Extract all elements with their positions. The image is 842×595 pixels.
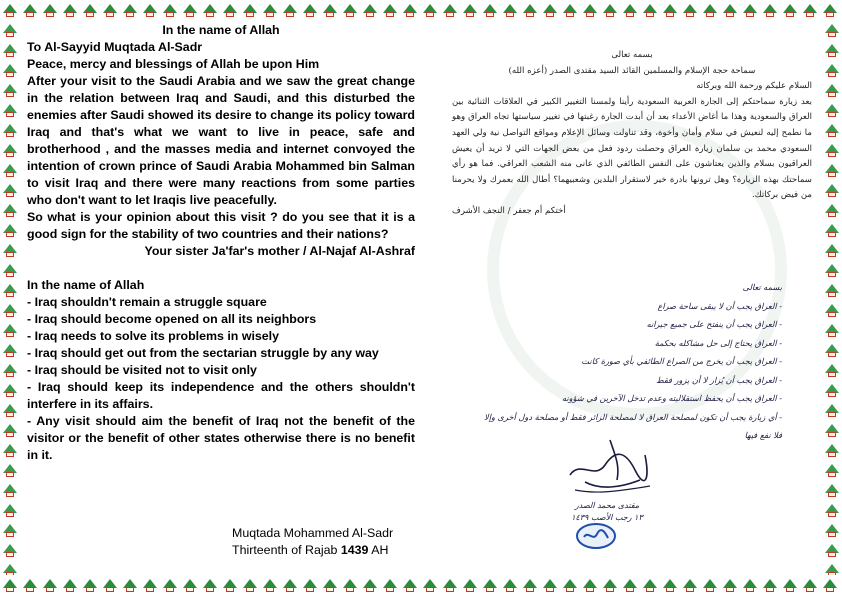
border-ornament-icon bbox=[0, 260, 20, 280]
border-ornament-icon bbox=[0, 540, 20, 560]
border-ornament-icon bbox=[822, 380, 842, 400]
border-ornament-icon bbox=[0, 120, 20, 140]
border-ornament-icon bbox=[260, 575, 280, 595]
letter-sender: Your sister Ja'far's mother / Al-Najaf Al-Ashraf bbox=[144, 244, 415, 258]
border-ornament-icon bbox=[822, 360, 842, 380]
border-ornament-icon bbox=[0, 20, 20, 40]
reply-item: - Iraq should get out from the sectarian struggle by any way bbox=[27, 346, 379, 360]
reply-item: - Iraq shouldn't remain a struggle square bbox=[27, 295, 267, 309]
border-ornament-icon bbox=[160, 575, 180, 595]
border-ornament-icon bbox=[520, 0, 540, 20]
border-ornament-icon bbox=[0, 300, 20, 320]
reply-item: - Iraq should keep its independence and the others shouldn't interfere in its affairs. bbox=[27, 380, 415, 411]
arabic-reply-line: - العراق يجب أن يحفظ استقلاليته وعدم تدخل الآخرين في شؤونه bbox=[561, 393, 782, 403]
border-ornament-icon bbox=[0, 60, 20, 80]
border-ornament-icon bbox=[540, 575, 560, 595]
border-ornament-icon bbox=[260, 0, 280, 20]
border-ornament-icon bbox=[340, 575, 360, 595]
border-ornament-icon bbox=[100, 0, 120, 20]
border-ornament-icon bbox=[200, 575, 220, 595]
border-ornament-icon bbox=[0, 500, 20, 520]
border-ornament-icon bbox=[760, 575, 780, 595]
signature-name: Muqtada Mohammed Al-Sadr bbox=[232, 526, 394, 540]
signature-year: 1439 bbox=[340, 543, 369, 557]
border-ornament-icon bbox=[100, 575, 120, 595]
border-ornament-icon bbox=[500, 0, 520, 20]
border-ornament-icon bbox=[140, 575, 160, 595]
border-ornament-icon bbox=[40, 0, 60, 20]
border-ornament-icon bbox=[822, 300, 842, 320]
border-ornament-icon bbox=[822, 140, 842, 160]
border-ornament-icon bbox=[300, 0, 320, 20]
border-ornament-icon bbox=[480, 0, 500, 20]
border-ornament-icon bbox=[440, 575, 460, 595]
border-ornament-icon bbox=[380, 0, 400, 20]
border-ornament-icon bbox=[720, 575, 740, 595]
border-ornament-icon bbox=[440, 0, 460, 20]
arabic-salutation: السلام عليكم ورحمة الله وبركاته bbox=[696, 81, 812, 92]
border-ornament-icon bbox=[0, 440, 20, 460]
border-ornament-icon bbox=[0, 200, 20, 220]
border-ornament-icon bbox=[780, 0, 800, 20]
border-ornament-icon bbox=[0, 380, 20, 400]
border-ornament-icon bbox=[0, 40, 20, 60]
arabic-reply-basmala: بسمه تعالى bbox=[742, 282, 782, 292]
arabic-typed-question bbox=[452, 48, 812, 220]
border-ornament-icon bbox=[660, 0, 680, 20]
border-ornament-icon bbox=[0, 480, 20, 500]
border-ornament-icon bbox=[0, 160, 20, 180]
border-ornament-icon bbox=[680, 0, 700, 20]
letter-body: After your visit to the Saudi Arabia and we saw the great change in the relation between Iraq and Saudi, and this disturbed the enemies after Saudi showed its desire to change its policy toward Iraq and that's what we want to live in peace, safe and brotherhood , and the masses media and internet convoyed the intention of crown prince of Saudi Arabia Mohammed bin Salman to visit Iraq and there were many reactions from some parties who don't want to let Iraqis live peacefully. bbox=[27, 74, 415, 207]
border-ornament-icon bbox=[120, 575, 140, 595]
border-ornament-icon bbox=[680, 575, 700, 595]
border-ornament-icon bbox=[0, 400, 20, 420]
border-ornament-icon bbox=[740, 0, 760, 20]
border-ornament-icon bbox=[822, 320, 842, 340]
border-ornament-icon bbox=[500, 575, 520, 595]
reply-item: - Iraq should be visited not to visit only bbox=[27, 363, 257, 377]
border-ornament-icon bbox=[240, 575, 260, 595]
signature-date: Thirteenth of Rajab 1439 AH bbox=[232, 543, 389, 557]
border-ornament-icon bbox=[280, 0, 300, 20]
heading: In the name of Allah bbox=[162, 23, 280, 37]
border-ornament-icon bbox=[822, 420, 842, 440]
official-seal-icon bbox=[575, 522, 617, 550]
border-ornament-icon bbox=[580, 0, 600, 20]
border-ornament-icon bbox=[120, 0, 140, 20]
arabic-reply-line: - العراق يجب أن ينفتح على جميع جيرانه bbox=[646, 319, 782, 329]
reply-item: - Any visit should aim the benefit of Iraq not the benefit of the visitor or the benefit of other states otherwise there is no benefit in it. bbox=[27, 414, 415, 462]
border-ornament-icon bbox=[600, 0, 620, 20]
border-ornament-icon bbox=[822, 120, 842, 140]
border-ornament-icon bbox=[822, 160, 842, 180]
border-ornament-icon bbox=[760, 0, 780, 20]
border-ornament-icon bbox=[700, 0, 720, 20]
border-ornament-icon bbox=[640, 0, 660, 20]
border-ornament-icon bbox=[822, 460, 842, 480]
border-ornament-icon bbox=[822, 560, 842, 575]
border-ornament-icon bbox=[620, 575, 640, 595]
border-ornament-icon bbox=[822, 340, 842, 360]
border-ornament-icon bbox=[220, 575, 240, 595]
border-ornament-icon bbox=[0, 520, 20, 540]
arabic-reply-line: - العراق يجب أن لا يبقى ساحة صراع bbox=[657, 300, 782, 311]
border-ornament-icon bbox=[180, 0, 200, 20]
border-ornament-icon bbox=[280, 575, 300, 595]
border-ornament-icon bbox=[360, 0, 380, 20]
english-translation bbox=[27, 22, 415, 562]
border-ornament-icon bbox=[822, 60, 842, 80]
decorative-border-top bbox=[0, 0, 842, 20]
border-ornament-icon bbox=[240, 0, 260, 20]
reply-item: - Iraq needs to solve its problems in wisely bbox=[27, 329, 280, 343]
arabic-reply-line: - العراق يحتاج إلى حل مشاكله بحكمة bbox=[654, 337, 782, 348]
border-ornament-icon bbox=[822, 520, 842, 540]
border-ornament-icon bbox=[822, 500, 842, 520]
border-ornament-icon bbox=[640, 575, 660, 595]
handwritten-date: مقتدى محمد الصدر ١٣ رجب الأصب ١٤٣٩ bbox=[571, 501, 643, 522]
border-ornament-icon bbox=[80, 0, 100, 20]
decorative-border-left bbox=[0, 20, 20, 575]
border-ornament-icon bbox=[60, 0, 80, 20]
border-ornament-icon bbox=[822, 20, 842, 40]
border-ornament-icon bbox=[320, 575, 340, 595]
border-ornament-icon bbox=[0, 140, 20, 160]
arabic-sender: أختكم أم جعفر / النجف الأشرف bbox=[452, 205, 566, 216]
decorative-border-right bbox=[822, 20, 842, 575]
border-ornament-icon bbox=[0, 340, 20, 360]
arabic-letter-scan bbox=[447, 30, 822, 575]
border-ornament-icon bbox=[40, 575, 60, 595]
border-ornament-icon bbox=[740, 575, 760, 595]
border-ornament-icon bbox=[560, 575, 580, 595]
letter-question: So what is your opinion about this visit ? do you see that it is a good sign for the stability of two countries and their nations? bbox=[27, 210, 415, 241]
border-ornament-icon bbox=[0, 0, 20, 20]
border-ornament-icon bbox=[0, 575, 20, 595]
border-ornament-icon bbox=[822, 400, 842, 420]
border-ornament-icon bbox=[380, 575, 400, 595]
border-ornament-icon bbox=[822, 240, 842, 260]
border-ornament-icon bbox=[720, 0, 740, 20]
border-ornament-icon bbox=[420, 0, 440, 20]
border-ornament-icon bbox=[0, 220, 20, 240]
border-ornament-icon bbox=[600, 575, 620, 595]
border-ornament-icon bbox=[60, 575, 80, 595]
border-ornament-icon bbox=[0, 360, 20, 380]
arabic-basmala: بسمه تعالى bbox=[611, 50, 653, 60]
border-ornament-icon bbox=[580, 575, 600, 595]
border-ornament-icon bbox=[822, 80, 842, 100]
border-ornament-icon bbox=[140, 0, 160, 20]
border-ornament-icon bbox=[360, 575, 380, 595]
border-ornament-icon bbox=[340, 0, 360, 20]
decorative-border-bottom bbox=[0, 575, 842, 595]
arabic-addressee: سماحة حجة الإسلام والمسلمين القائد السيد مقتدى الصدر (أعزه الله) bbox=[508, 65, 756, 76]
border-ornament-icon bbox=[822, 100, 842, 120]
border-ornament-icon bbox=[300, 575, 320, 595]
border-ornament-icon bbox=[20, 0, 40, 20]
border-ornament-icon bbox=[822, 180, 842, 200]
border-ornament-icon bbox=[20, 575, 40, 595]
arabic-reply-line: - أي زيارة يجب أن تكون لمصلحة العراق لا لمصلحة الزائر فقط أو مصلحة دول أخرى وإلا فلا نفع فيها bbox=[484, 411, 782, 440]
border-ornament-icon bbox=[820, 575, 840, 595]
border-ornament-icon bbox=[822, 540, 842, 560]
border-ornament-icon bbox=[560, 0, 580, 20]
addressee: To Al-Sayyid Muqtada Al-Sadr bbox=[27, 40, 203, 54]
border-ornament-icon bbox=[620, 0, 640, 20]
reply-list bbox=[27, 294, 415, 464]
border-ornament-icon bbox=[0, 80, 20, 100]
border-ornament-icon bbox=[822, 220, 842, 240]
border-ornament-icon bbox=[0, 420, 20, 440]
handwritten-signature-icon bbox=[565, 420, 655, 500]
border-ornament-icon bbox=[800, 0, 820, 20]
border-ornament-icon bbox=[822, 480, 842, 500]
border-ornament-icon bbox=[822, 40, 842, 60]
border-ornament-icon bbox=[400, 0, 420, 20]
greeting: Peace, mercy and blessings of Allah be upon Him bbox=[27, 57, 320, 71]
border-ornament-icon bbox=[822, 200, 842, 220]
arabic-reply-line: - العراق يجب أن يخرج من الصراع الطائفي بأي صورة كانت bbox=[581, 356, 782, 366]
border-ornament-icon bbox=[0, 180, 20, 200]
reply-item: - Iraq should become opened on all its neighbors bbox=[27, 312, 317, 326]
border-ornament-icon bbox=[320, 0, 340, 20]
arabic-reply-line: - العراق يجب أن يُزار لا أن يزور فقط bbox=[656, 374, 782, 385]
border-ornament-icon bbox=[460, 575, 480, 595]
border-ornament-icon bbox=[660, 575, 680, 595]
border-ornament-icon bbox=[480, 575, 500, 595]
border-ornament-icon bbox=[420, 575, 440, 595]
border-ornament-icon bbox=[0, 240, 20, 260]
arabic-body: بعد زيارة سماحتكم إلى الجارة العربية السعودية رأينا ولمسنا التغيير الكبير في العلاقات الثنائية بين العراق والسعودية وهذا ما أغاض الأعداء بعد أن أبدت الجارة رغبتها في تغيير سياستها تجاه العراق وهو ما نطمح إليه لنعيش في سلام وأمان وأخوة، وقد تناولت وسائل الإعلام ومواقع التواصل نية ولي العهد السعودي محمد بن سلمان زيارة العراق وحصلت ردود فعل من بعض الجهات التي لا تريد أن يعيش العراقيون بسلام والذين يعتاشون على النفس الطائفي الذي عانى منه الشعب العراقي. فما هو رأي سماحتك بهذه الزيارة؟ وهل ترونها بادرة خير لاستقرار البلدين وشعبيهما؟ أطال الله بعمرك ولا يحرمنا من فيض بركاتك. bbox=[452, 96, 812, 201]
border-ornament-icon bbox=[0, 320, 20, 340]
border-ornament-icon bbox=[0, 460, 20, 480]
border-ornament-icon bbox=[460, 0, 480, 20]
border-ornament-icon bbox=[822, 260, 842, 280]
border-ornament-icon bbox=[160, 0, 180, 20]
border-ornament-icon bbox=[180, 575, 200, 595]
border-ornament-icon bbox=[0, 280, 20, 300]
border-ornament-icon bbox=[540, 0, 560, 20]
border-ornament-icon bbox=[80, 575, 100, 595]
border-ornament-icon bbox=[780, 575, 800, 595]
border-ornament-icon bbox=[822, 440, 842, 460]
border-ornament-icon bbox=[800, 575, 820, 595]
border-ornament-icon bbox=[820, 0, 840, 20]
border-ornament-icon bbox=[822, 280, 842, 300]
border-ornament-icon bbox=[700, 575, 720, 595]
reply-heading: In the name of Allah bbox=[27, 278, 145, 292]
border-ornament-icon bbox=[0, 560, 20, 575]
signature-block bbox=[232, 525, 422, 559]
border-ornament-icon bbox=[200, 0, 220, 20]
border-ornament-icon bbox=[220, 0, 240, 20]
border-ornament-icon bbox=[400, 575, 420, 595]
border-ornament-icon bbox=[0, 100, 20, 120]
border-ornament-icon bbox=[520, 575, 540, 595]
